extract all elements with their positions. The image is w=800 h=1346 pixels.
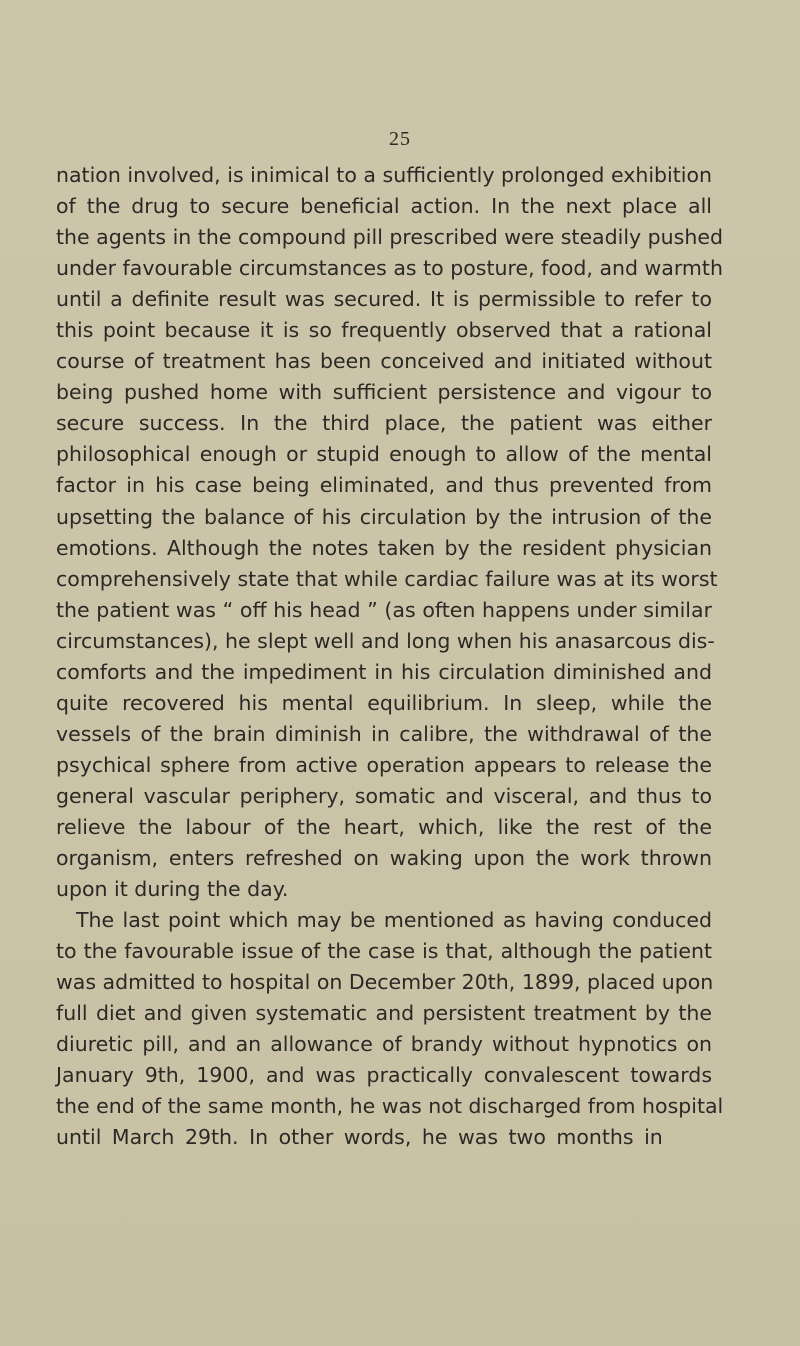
text-line: general vascular periphery, somatic and visceral, and thus to <box>56 783 712 808</box>
text-line: the patient was “ off his head ” (as often happens under similar <box>56 597 712 622</box>
text-line: the end of the same month, he was not discharged from hospital <box>56 1094 724 1119</box>
body-text <box>56 160 724 1154</box>
text-line: January 9th, 1900, and was practically convalescent towards <box>56 1063 712 1088</box>
text-line: to the favourable issue of the case is that, although the patient <box>56 939 712 964</box>
text-line: The last point which may be mentioned as having conduced <box>76 908 712 933</box>
text-line: factor in his case being eliminated, and thus prevented from <box>56 473 712 498</box>
text-line: until a definite result was secured. It is permissible to refer to <box>56 287 712 312</box>
text-line: was admitted to hospital on December 20th, 1899, placed upon <box>56 970 714 995</box>
text-line: organism, enters refreshed on waking upon the work thrown <box>56 846 712 871</box>
text-line: under favourable circumstances as to posture, food, and warmth <box>56 256 723 281</box>
text-line: until March 29th. In other words, he was two months in <box>56 1125 663 1150</box>
text-line: of the drug to secure beneficial action. In the next place all <box>56 194 712 219</box>
text-line: the agents in the compound pill prescribed were steadily pushed <box>56 225 723 250</box>
text-line: philosophical enough or stupid enough to allow of the mental <box>56 442 712 467</box>
text-line: being pushed home with sufficient persistence and vigour to <box>56 380 712 405</box>
text-line: upsetting the balance of his circulation by the intrusion of the <box>56 504 712 529</box>
text-line: vessels of the brain diminish in calibre, the withdrawal of the <box>56 721 712 746</box>
text-line: secure success. In the third place, the patient was either <box>56 411 712 436</box>
text-line: emotions. Although the notes taken by the resident physician <box>56 535 712 560</box>
page-number: 25 <box>389 128 411 150</box>
text-line: comprehensively state that while cardiac failure was at its worst <box>56 566 718 591</box>
text-line: psychical sphere from active operation appears to release the <box>56 752 712 777</box>
text-line: relieve the labour of the heart, which, like the rest of the <box>56 814 712 839</box>
text-line: upon it during the day. <box>56 877 289 902</box>
text-line: full diet and given systematic and persistent treatment by the <box>56 1001 712 1026</box>
text-line: comforts and the impediment in his circulation diminished and <box>56 659 712 684</box>
text-line: course of treatment has been conceived and initiated without <box>56 349 712 374</box>
text-line: this point because it is so frequently observed that a rational <box>56 318 712 343</box>
text-line: diuretic pill, and an allowance of brandy without hypnotics on <box>56 1032 712 1057</box>
text-line: nation involved, is inimical to a sufficiently prolonged exhibition <box>56 163 712 187</box>
text-line: quite recovered his mental equilibrium. In sleep, while the <box>56 690 712 715</box>
text-line: circumstances), he slept well and long when his anasarcous dis- <box>56 628 715 653</box>
